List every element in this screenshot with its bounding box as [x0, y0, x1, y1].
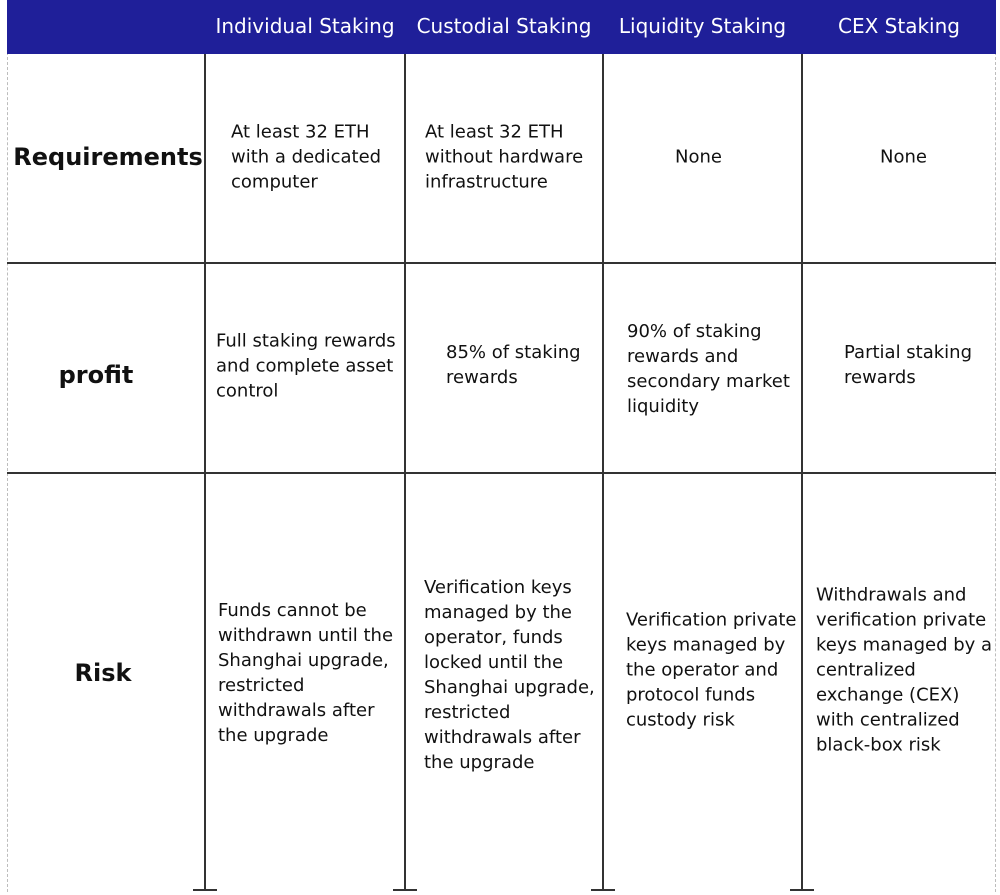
cell-requirements-cex: None [880, 146, 927, 168]
cell-profit-cex: Partial staking rewards [844, 342, 973, 388]
grid-line-header-bottom [7, 52, 996, 54]
cell-requirements-custodial: At least 32 ETH without hardware infrastructure [425, 121, 584, 193]
column-header-liquidity: Liquidity Staking [618, 14, 787, 38]
cell-risk-custodial: Verification keys managed by the operator, funds locked until the Shanghai upgrade, restricted withdrawals after the upgrade [424, 577, 595, 773]
row-label-requirements: Requirements [13, 143, 203, 171]
grid-tick-4 [790, 889, 814, 891]
cell-requirements-individual: At least 32 ETH with a dedicated computer [231, 121, 382, 193]
column-header-custodial: Custodial Staking [416, 14, 592, 38]
cell-profit-individual: Full staking rewards and complete asset control [216, 330, 396, 402]
cell-risk-liquidity: Verification private keys managed by the operator and protocol funds custody risk [626, 609, 797, 731]
cell-profit-custodial: 85% of staking rewards [446, 342, 581, 388]
cell-profit-liquidity: 90% of staking rewards and secondary market liquidity [627, 321, 790, 417]
grid-line-col-1 [204, 52, 206, 890]
cell-risk-individual: Funds cannot be withdrawn until the Shanghai upgrade, restricted withdrawals after the upgrade [218, 600, 394, 746]
grid-line-col-2 [404, 52, 406, 890]
grid-line-col-4 [801, 52, 803, 890]
cell-risk-cex: Withdrawals and verification private keys managed by a centralized exchange (CEX) with centralized black-box risk [816, 584, 993, 756]
grid-tick-1 [193, 889, 217, 891]
row-label-risk: Risk [74, 659, 132, 687]
cell-requirements-liquidity: None [675, 146, 722, 168]
grid-line-col-3 [602, 52, 604, 890]
grid-line-row-2 [7, 472, 996, 474]
row-label-profit: profit [58, 361, 134, 389]
grid-line-row-1 [7, 262, 996, 264]
grid-tick-2 [393, 889, 417, 891]
column-header-individual: Individual Staking [215, 14, 395, 38]
column-header-cex: CEX Staking [838, 14, 960, 38]
grid-tick-3 [591, 889, 615, 891]
